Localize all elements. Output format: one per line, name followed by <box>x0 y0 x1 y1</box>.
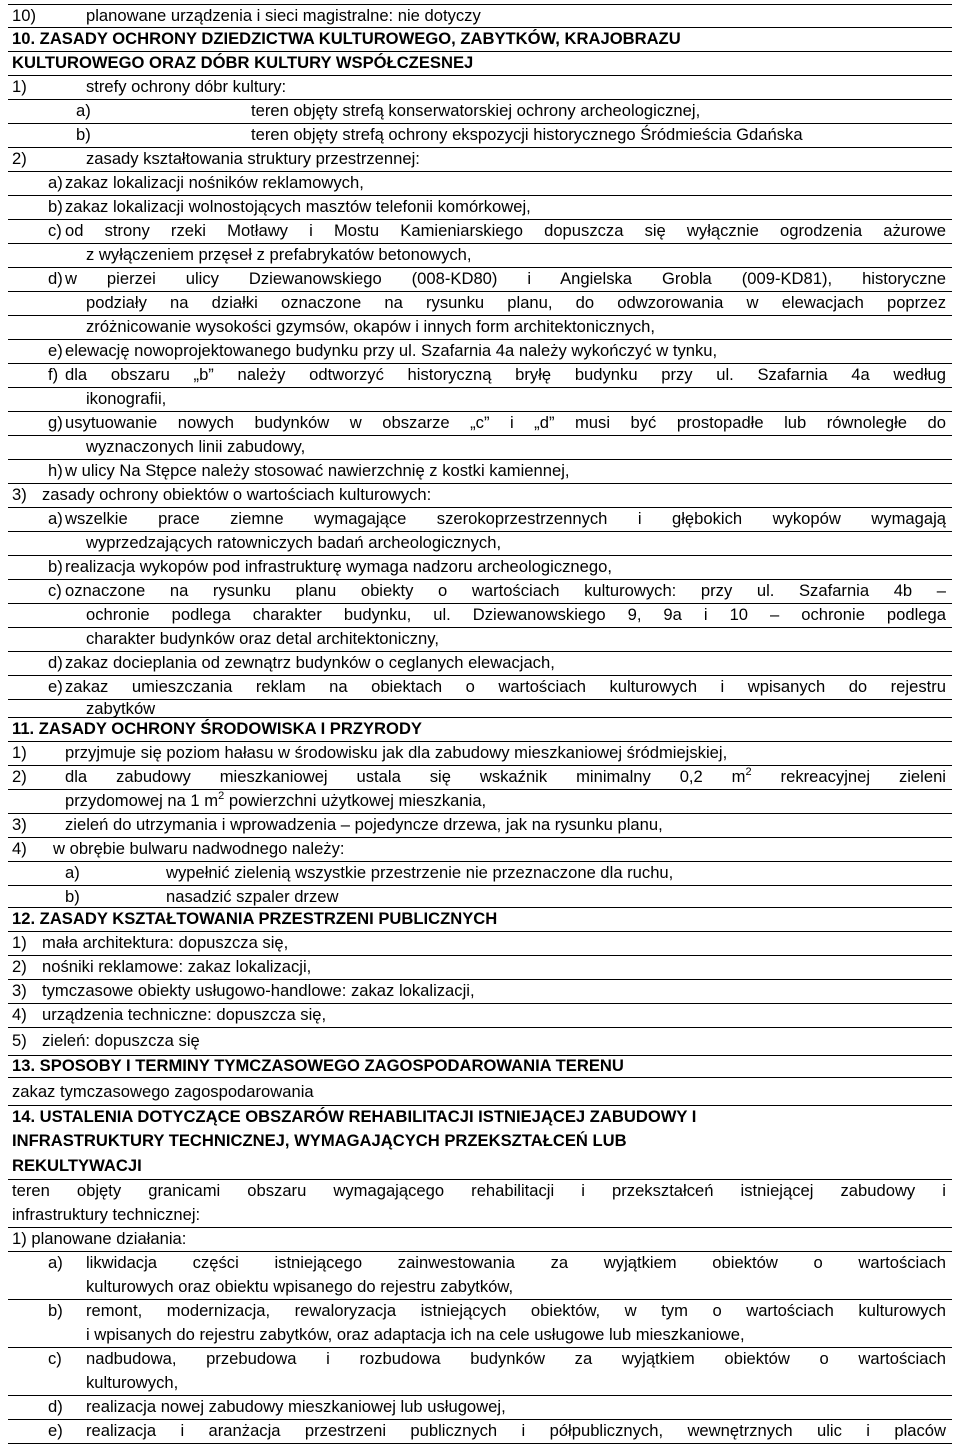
list-item <box>8 1028 952 1056</box>
list-item-continuation <box>8 700 952 718</box>
item-text: zakaz lokalizacji wolnostojących masztów telefonii komórkowej, <box>65 197 531 216</box>
item-text: zakaz umieszczania reklam na obiektach o wartościach kulturowych i wpisanych do rejestru <box>65 677 946 696</box>
item-text: z wyłączeniem przęseł z prefabrykatów betonowych, <box>86 245 472 264</box>
item-number: 1) <box>12 743 27 762</box>
item-text: wyprzedzających ratowniczych badań archeologicznych, <box>86 533 502 552</box>
item-number: 4) <box>12 1005 27 1024</box>
list-item <box>8 100 952 124</box>
section-heading: 12. ZASADY KSZTAŁTOWANIA PRZESTRZENI PUBLICZNYCH <box>12 909 498 928</box>
list-item <box>8 932 952 956</box>
item-text: zasady kształtowania struktury przestrzennej: <box>86 149 420 168</box>
list-item <box>8 196 952 220</box>
item-number: 2) <box>12 149 27 168</box>
item-number: 4) <box>12 839 27 858</box>
item-text <box>65 790 486 812</box>
item-letter: e) <box>48 677 63 696</box>
item-text: realizacja nowej zabudowy mieszkaniowej lub usługowej, <box>86 1397 506 1416</box>
section-heading: 11. ZASADY OCHRONY ŚRODOWISKA I PRZYRODY <box>12 719 422 738</box>
item-text: w pierzei ulicy Dziewanowskiego (008-KD80) i Angielska Grobla (009-KD81), historyczne <box>65 269 946 288</box>
item-text: teren objęty strefą konserwatorskiej ochrony archeologicznej, <box>251 101 701 120</box>
list-item <box>8 556 952 580</box>
item-text: teren objęty strefą ochrony ekspozycji historycznego Śródmieścia Gdańska <box>251 125 803 144</box>
text-part: powierzchni użytkowej mieszkania, <box>224 791 487 810</box>
list-item <box>8 1420 952 1444</box>
item-text: oznaczone na rysunku planu obiekty o wartościach kulturowych: przy ul. Szafarnia 4b – <box>65 581 946 600</box>
item-text: od strony rzeki Motławy i Mostu Kamieniarskiego dopuszcza się wyłącznie ogrodzenia ażurowe <box>65 221 946 240</box>
text-part: rekreacyjnej zieleni <box>751 767 946 786</box>
item-number: 5) <box>12 1031 27 1050</box>
list-item <box>8 580 952 604</box>
section-14-heading-line-1 <box>8 1106 952 1130</box>
list-item-continuation <box>8 532 952 556</box>
list-item <box>8 148 952 172</box>
list-item-continuation <box>8 1372 952 1396</box>
item-number: 2) <box>12 767 27 786</box>
item-letter: c) <box>48 1349 62 1368</box>
list-item <box>8 980 952 1004</box>
item-text: remont, modernizacja, rewaloryzacja istniejących obiektów, w tym o wartościach kulturowych <box>86 1301 946 1320</box>
list-item <box>8 742 952 766</box>
item-number: 3) <box>12 981 27 1000</box>
item-letter: a) <box>48 173 63 192</box>
section-12-heading <box>8 908 952 932</box>
section-10-heading-line-2 <box>8 52 952 76</box>
list-item <box>8 76 952 100</box>
list-item <box>8 1252 952 1276</box>
list-item-continuation <box>8 790 952 814</box>
item-text: zróżnicowanie wysokości gzymsów, okapów i innych form architektonicznych, <box>86 317 656 336</box>
paragraph-text: zakaz tymczasowego zagospodarowania <box>12 1082 314 1101</box>
section-heading: 13. SPOSOBY I TERMINY TYMCZASOWEGO ZAGOSPODAROWANIA TERENU <box>12 1056 624 1075</box>
list-item <box>8 886 952 908</box>
item-number: 3) <box>12 485 27 504</box>
list-item <box>8 508 952 532</box>
item-text: nośniki reklamowe: zakaz lokalizacji, <box>42 957 312 976</box>
item-text: tymczasowe obiekty usługowo-handlowe: zakaz lokalizacji, <box>42 981 475 1000</box>
item-letter: g) <box>48 413 63 432</box>
item-text: ochronie podlega charakter budynku, ul. Dziewanowskiego 9, 9a i 10 – ochronie podlega <box>86 605 946 624</box>
item-text: urządzenia techniczne: dopuszcza się, <box>42 1005 327 1024</box>
paragraph-line <box>8 1180 952 1204</box>
item-text: likwidacja części istniejącego zainwestowania za wyjątkiem obiektów o wartościach <box>86 1253 946 1272</box>
item-letter: a) <box>76 101 91 120</box>
item-number: 1) <box>12 77 27 96</box>
item-text: zabytków <box>86 700 156 718</box>
list-item-continuation <box>8 292 952 316</box>
item-letter: a) <box>48 509 63 528</box>
item-text: zieleń: dopuszcza się <box>42 1031 200 1050</box>
text-part: dla zabudowy mieszkaniowej ustala się wskaźnik minimalny 0,2 m <box>65 767 746 786</box>
item-letter: a) <box>48 1253 63 1272</box>
section-14-heading-line-3 <box>8 1154 952 1180</box>
item-text: dla obszaru „b” należy odtworzyć historyczną bryłę budynku przy ul. Szafarnia 4a według <box>65 365 946 384</box>
list-item <box>8 862 952 886</box>
item-text: 1) planowane działania: <box>12 1229 187 1248</box>
item-letter: b) <box>48 557 63 576</box>
item-text: zakaz docieplania od zewnątrz budynków o ceglanych elewacjach, <box>65 653 555 672</box>
item-letter: b) <box>76 125 91 144</box>
line-10-devices <box>8 4 952 28</box>
item-text: wyznaczonych linii zabudowy, <box>86 437 306 456</box>
item-letter: f) <box>48 365 59 384</box>
list-item <box>8 838 952 862</box>
item-letter: h) <box>48 461 63 480</box>
item-text: realizacja wykopów pod infrastrukturę wymaga nadzoru archeologicznego, <box>65 557 612 576</box>
item-text: kulturowych, <box>86 1373 179 1392</box>
list-item <box>8 676 952 700</box>
section-heading: 10. ZASADY OCHRONY DZIEDZICTWA KULTUROWEGO, ZABYTKÓW, KRAJOBRAZU <box>12 29 681 48</box>
list-item <box>8 412 952 436</box>
list-item <box>8 340 952 364</box>
item-letter: a) <box>65 863 80 882</box>
item-letter: b) <box>48 1301 63 1320</box>
item-text: w ulicy Na Stępce należy stosować nawierzchnię z kostki kamiennej, <box>65 461 570 480</box>
superscript: 2 <box>218 790 225 802</box>
item-text: wypełnić zielenią wszystkie przestrzenie nie przeznaczone dla ruchu, <box>166 863 674 882</box>
item-letter: d) <box>48 1397 63 1416</box>
section-heading: REKULTYWACJI <box>12 1156 142 1175</box>
item-number: 1) <box>12 933 27 952</box>
section-13-heading <box>8 1056 952 1078</box>
item-text: planowane urządzenia i sieci magistralne: nie dotyczy <box>86 6 481 25</box>
list-item-continuation <box>8 244 952 268</box>
list-item <box>8 1300 952 1324</box>
section-10-heading-line-1 <box>8 28 952 52</box>
item-text: wszelkie prace ziemne wymagające szerokoprzestrzennych i głębokich wykopów wymagają <box>65 509 946 528</box>
item-text: nadbudowa, przebudowa i rozbudowa budynków za wyjątkiem obiektów o wartościach <box>86 1349 946 1368</box>
section-heading: 14. USTALENIA DOTYCZĄCE OBSZARÓW REHABILITACJI ISTNIEJĄCEJ ZABUDOWY I <box>12 1107 697 1126</box>
item-text: przyjmuje się poziom hałasu w środowisku jak dla zabudowy mieszkaniowej śródmiejskiej, <box>65 743 728 762</box>
item-text: realizacja i aranżacja przestrzeni publicznych i półpublicznych, wewnętrznych ulic i placów <box>86 1421 946 1440</box>
section-14-heading-line-2 <box>8 1130 952 1154</box>
item-text: kulturowych oraz obiektu wpisanego do rejestru zabytków, <box>86 1277 514 1296</box>
list-item-continuation <box>8 316 952 340</box>
list-item <box>8 1004 952 1028</box>
item-text: nasadzić szpaler drzew <box>166 887 339 906</box>
list-item-continuation <box>8 436 952 460</box>
paragraph-text: teren objęty granicami obszaru wymagającego rehabilitacji i przekształceń istniejącej zabudowy i <box>12 1181 946 1200</box>
item-text: usytuowanie nowych budynków w obszarze „c” i „d” musi być prostopadłe lub równoległe do <box>65 413 946 432</box>
paragraph-line <box>8 1078 952 1106</box>
list-item <box>8 814 952 838</box>
list-item <box>8 1396 952 1420</box>
item-text: podziały na działki oznaczone na rysunku planu, do odwzorowania w elewacjach poprzez <box>86 293 946 312</box>
item-letter: b) <box>65 887 80 906</box>
section-heading: KULTUROWEGO ORAZ DÓBR KULTURY WSPÓŁCZESNEJ <box>12 53 474 72</box>
list-item <box>8 220 952 244</box>
item-text: strefy ochrony dóbr kultury: <box>86 77 287 96</box>
item-text: zakaz lokalizacji nośników reklamowych, <box>65 173 364 192</box>
item-text: i wpisanych do rejestru zabytków, oraz adaptacja ich na cele usługowe lub mieszkaniowe, <box>86 1325 745 1344</box>
list-item-continuation <box>8 604 952 628</box>
item-letter: e) <box>48 1421 63 1440</box>
superscript: 2 <box>745 766 752 778</box>
item-text <box>65 766 946 788</box>
list-item <box>8 460 952 484</box>
list-item <box>8 124 952 148</box>
item-text: mała architektura: dopuszcza się, <box>42 933 289 952</box>
list-item <box>8 652 952 676</box>
item-text: w obrębie bulwaru nadwodnego należy: <box>53 839 345 858</box>
item-letter: d) <box>48 653 63 672</box>
list-item <box>8 484 952 508</box>
item-letter: d) <box>48 269 63 288</box>
list-item <box>8 268 952 292</box>
list-item <box>8 172 952 196</box>
item-letter: b) <box>48 197 63 216</box>
section-heading: INFRASTRUKTURY TECHNICZNEJ, WYMAGAJĄCYCH PRZEKSZTAŁCEŃ LUB <box>12 1131 627 1150</box>
list-item <box>8 1348 952 1372</box>
item-number: 10) <box>12 6 36 25</box>
list-item-continuation <box>8 388 952 412</box>
item-letter: c) <box>48 581 62 600</box>
item-text: charakter budynków oraz detal architektoniczny, <box>86 629 439 648</box>
item-text: elewację nowoprojektowanego budynku przy ul. Szafarnia 4a należy wykończyć w tynku, <box>65 341 718 360</box>
paragraph-line <box>8 1204 952 1228</box>
list-item-continuation <box>8 1324 952 1348</box>
text-part: przydomowej na 1 m <box>65 791 219 810</box>
item-text: zasady ochrony obiektów o wartościach kulturowych: <box>42 485 432 504</box>
list-item <box>8 1228 952 1252</box>
section-11-heading <box>8 718 952 742</box>
item-number: 2) <box>12 957 27 976</box>
list-item <box>8 364 952 388</box>
item-number: 3) <box>12 815 27 834</box>
item-text: ikonografii, <box>86 389 167 408</box>
item-letter: c) <box>48 221 62 240</box>
item-letter: e) <box>48 341 63 360</box>
item-text: zieleń do utrzymania i wprowadzenia – pojedyncze drzewa, jak na rysunku planu, <box>65 815 663 834</box>
list-item <box>8 956 952 980</box>
paragraph-text: infrastruktury technicznej: <box>12 1205 201 1224</box>
list-item <box>8 766 952 790</box>
list-item-continuation <box>8 1276 952 1300</box>
list-item-continuation <box>8 628 952 652</box>
